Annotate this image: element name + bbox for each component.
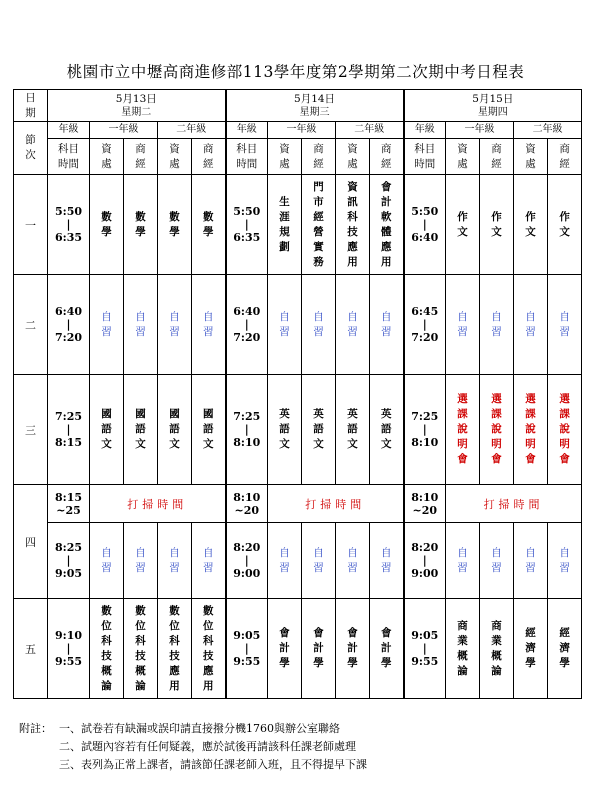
exam-subject: 自習 — [336, 523, 370, 599]
exam-time: 8:20 | 9:00 — [404, 523, 446, 599]
exam-subject: 作文 — [446, 175, 480, 275]
exam-time: 5:50 | 6:40 — [404, 175, 446, 275]
page-title: 桃園市立中壢高商進修部113學年度第2學期第二次期中考日程表 — [66, 63, 525, 81]
exam-time: 7:25 | 8:15 — [48, 375, 90, 485]
exam-subject: 商業概論 — [446, 599, 480, 699]
exam-subject: 自習 — [302, 523, 336, 599]
exam-time: 8:20 | 9:00 — [226, 523, 268, 599]
subject-time-label: 科目時間 — [48, 139, 90, 175]
exam-subject: 自習 — [480, 523, 514, 599]
exam-subject: 經濟學 — [548, 599, 582, 699]
exam-subject: 自習 — [446, 275, 480, 375]
dept-header: 資處 — [268, 139, 302, 175]
subject-time-label: 科目時間 — [404, 139, 446, 175]
exam-subject: 國語文 — [158, 375, 192, 485]
exam-subject: 自習 — [302, 275, 336, 375]
exam-subject: 自習 — [370, 523, 404, 599]
exam-subject: 門市經營實務 — [302, 175, 336, 275]
exam-subject: 自習 — [268, 523, 302, 599]
exam-subject: 英語文 — [370, 375, 404, 485]
exam-subject: 自習 — [514, 523, 548, 599]
subject-time-label: 科目時間 — [226, 139, 268, 175]
exam-time: 6:45 | 7:20 — [404, 275, 446, 375]
exam-time: 6:40 | 7:20 — [226, 275, 268, 375]
day-header: 5月15日 星期四 — [404, 90, 582, 122]
note-item: 一、試卷若有缺漏或誤印請直接撥分機1760與辦公室聯絡 — [59, 722, 340, 735]
grade2-header: 二年級 — [336, 122, 404, 139]
exam-subject: 數學 — [124, 175, 158, 275]
break-time: 8:10 ~20 — [404, 485, 446, 523]
exam-subject: 選課說明會 — [548, 375, 582, 485]
exam-subject: 生涯規劃 — [268, 175, 302, 275]
exam-subject: 英語文 — [268, 375, 302, 485]
dept-header: 資處 — [514, 139, 548, 175]
exam-subject: 數學 — [192, 175, 226, 275]
exam-time: 6:40 | 7:20 — [48, 275, 90, 375]
grade1-header: 一年級 — [90, 122, 158, 139]
exam-subject: 會計學 — [268, 599, 302, 699]
dept-header: 資處 — [90, 139, 124, 175]
period-number: 四 — [14, 485, 48, 599]
exam-subject: 自習 — [336, 275, 370, 375]
exam-time: 9:05 | 9:55 — [226, 599, 268, 699]
exam-time: 5:50 | 6:35 — [48, 175, 90, 275]
exam-subject: 自習 — [158, 275, 192, 375]
grade-label: 年級 — [226, 122, 268, 139]
period-number: 三 — [14, 375, 48, 485]
exam-subject: 國語文 — [90, 375, 124, 485]
exam-subject: 自習 — [192, 523, 226, 599]
exam-subject: 自習 — [446, 523, 480, 599]
exam-time: 9:10 | 9:55 — [48, 599, 90, 699]
dept-header: 商經 — [480, 139, 514, 175]
date-label: 日期 — [14, 90, 48, 122]
exam-subject: 自習 — [124, 523, 158, 599]
exam-subject: 自習 — [268, 275, 302, 375]
grade-label: 年級 — [48, 122, 90, 139]
exam-subject: 會計軟體應用 — [370, 175, 404, 275]
dept-header: 商經 — [302, 139, 336, 175]
grade1-header: 一年級 — [268, 122, 336, 139]
exam-subject: 英語文 — [336, 375, 370, 485]
exam-subject: 作文 — [548, 175, 582, 275]
period-number: 二 — [14, 275, 48, 375]
exam-subject: 自習 — [90, 275, 124, 375]
exam-time: 7:25 | 8:10 — [404, 375, 446, 485]
exam-subject: 數位科技應用 — [192, 599, 226, 699]
exam-subject: 英語文 — [302, 375, 336, 485]
exam-time: 5:50 | 6:35 — [226, 175, 268, 275]
exam-subject: 商業概論 — [480, 599, 514, 699]
exam-subject: 自習 — [192, 275, 226, 375]
period-number: 一 — [14, 175, 48, 275]
break-label: 打掃時間 — [446, 485, 582, 523]
dept-header: 資處 — [158, 139, 192, 175]
dept-header: 商經 — [192, 139, 226, 175]
grade-label: 年級 — [404, 122, 446, 139]
exam-subject: 數位科技應用 — [158, 599, 192, 699]
note-item: 二、試題內容若有任何疑義，應於試後再請該科任課老師處理 — [59, 740, 356, 753]
day-header: 5月14日 星期三 — [226, 90, 404, 122]
dept-header: 商經 — [124, 139, 158, 175]
exam-subject: 自習 — [480, 275, 514, 375]
exam-subject: 選課說明會 — [480, 375, 514, 485]
exam-subject: 自習 — [124, 275, 158, 375]
dept-header: 商經 — [548, 139, 582, 175]
notes — [19, 720, 367, 774]
exam-subject: 會計學 — [336, 599, 370, 699]
exam-subject: 自習 — [90, 523, 124, 599]
exam-subject: 數學 — [90, 175, 124, 275]
exam-subject: 數學 — [158, 175, 192, 275]
break-time: 8:10 ~20 — [226, 485, 268, 523]
exam-subject: 會計學 — [370, 599, 404, 699]
note-item: 三、表列為正常上課者，請該節任課老師入班，且不得提早下課 — [59, 758, 367, 771]
period-number: 五 — [14, 599, 48, 699]
break-time: 8:15 ~25 — [48, 485, 90, 523]
dept-header: 資處 — [336, 139, 370, 175]
exam-subject: 選課說明會 — [446, 375, 480, 485]
exam-subject: 自習 — [158, 523, 192, 599]
day-header: 5月13日 星期二 — [48, 90, 226, 122]
exam-subject: 自習 — [548, 275, 582, 375]
exam-subject: 數位科技概論 — [124, 599, 158, 699]
dept-header: 資處 — [446, 139, 480, 175]
exam-subject: 選課說明會 — [514, 375, 548, 485]
break-label: 打掃時間 — [268, 485, 404, 523]
exam-subject: 經濟學 — [514, 599, 548, 699]
exam-time: 9:05 | 9:55 — [404, 599, 446, 699]
exam-subject: 自習 — [370, 275, 404, 375]
exam-subject: 自習 — [514, 275, 548, 375]
exam-time: 7:25 | 8:10 — [226, 375, 268, 485]
exam-subject: 作文 — [514, 175, 548, 275]
exam-subject: 自習 — [548, 523, 582, 599]
dept-header: 商經 — [370, 139, 404, 175]
exam-subject: 資訊科技應用 — [336, 175, 370, 275]
period-label: 節次 — [14, 122, 48, 175]
grade2-header: 二年級 — [158, 122, 226, 139]
exam-subject: 數位科技概論 — [90, 599, 124, 699]
exam-time: 8:25 | 9:05 — [48, 523, 90, 599]
exam-schedule-table — [13, 89, 582, 699]
exam-subject: 作文 — [480, 175, 514, 275]
break-label: 打掃時間 — [90, 485, 226, 523]
exam-subject: 國語文 — [192, 375, 226, 485]
grade1-header: 一年級 — [446, 122, 514, 139]
exam-subject: 國語文 — [124, 375, 158, 485]
exam-subject: 會計學 — [302, 599, 336, 699]
notes-label: 附註： — [19, 722, 52, 735]
grade2-header: 二年級 — [514, 122, 582, 139]
